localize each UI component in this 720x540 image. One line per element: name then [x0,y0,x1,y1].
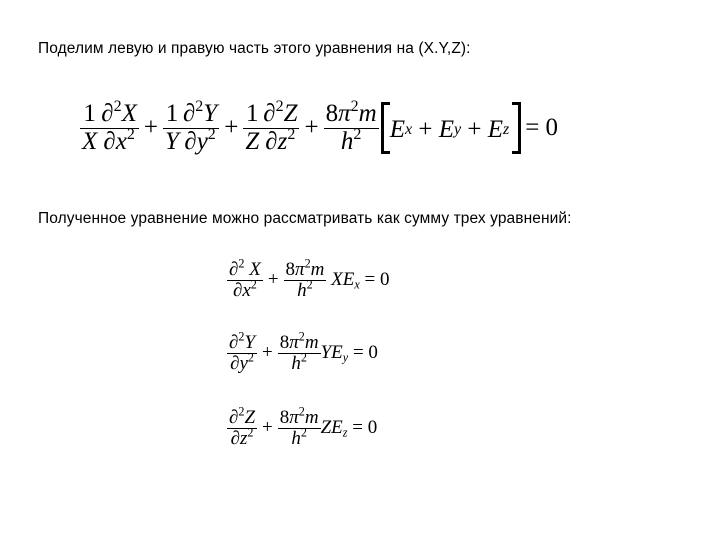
fraction-8pi2m-h2: $\frac{8\pi^2m}{h^2}$ [279,404,319,449]
intro-text: Поделим левую и правую часть этого уравнения на (X.Y,Z): [38,40,471,57]
middle-text: Полученное уравнение можно рассматривать как сумму трех уравнений: [38,210,572,227]
fraction-d2x-dx2: $\frac{\partial^2 X}{\partial x^2}$ [229,256,261,301]
equation-z: $\frac{\partial^2Z}{\partial z^2}$ + $\frac{8\pi^2m}{h^2}$ $ZE_z = 0$ [229,404,378,449]
fraction-d2z-dz2: $\frac{\partial^2Z}{\partial z^2}$ [229,404,256,449]
equals-zero: = 0 [525,114,559,141]
term-xex: $XE_x = 0$ [331,269,390,292]
fraction-1-over-z: $\frac{1}{Z}$ [245,100,260,155]
equation-x: $\frac{\partial^2 X}{\partial x^2}$ + $\frac{8\pi^2m}{h^2}$ $XE_x = 0$ [229,256,390,301]
fraction-d2x-dx2: $\frac{\partial^2X}{\partial x^2}$ [101,98,137,155]
fraction-8pi2m-h2: $\frac{8\pi^2m}{h^2}$ [279,329,319,374]
energy-bracket: E x + E y + E z [381,102,522,154]
fraction-8pi2m-h2: $\frac{8\pi^2m}{h^2}$ [285,256,325,301]
term-zez: $ZE_z = 0$ [320,417,378,440]
fraction-d2z-dz2: $\frac{\partial^2Z}{\partial z^2}$ [263,98,298,155]
fraction-1-over-x: $\frac{1}{X}$ [82,100,98,155]
fraction-8pi2m-h2: $\frac{8\pi^2m}{h^2}$ [325,98,377,155]
fraction-d2y-dy2: $\frac{\partial^2Y}{\partial y^2}$ [229,329,256,374]
fraction-d2y-dy2: $\frac{\partial^2Y}{\partial y^2}$ [182,98,218,155]
fraction-1-over-y: $\frac{1}{Y}$ [165,100,179,155]
term-yey: $YE_y = 0$ [320,342,378,365]
main-equation: $\frac{1}{X}$ $\frac{\partial^2X}{\partial x^2}$ + $\frac{1}{Y}$ $\frac{\partial^2Y}{\partial y^2}$ + $\frac{1}{Z}$ $\frac{\partial^2Z}{\partial z^2}$ + $\frac{8\pi^2m}{h^2}$ E x + E y + E z = 0 [82,98,559,155]
equation-y: $\frac{\partial^2Y}{\partial y^2}$ + $\frac{8\pi^2m}{h^2}$ $YE_y = 0$ [229,329,378,374]
